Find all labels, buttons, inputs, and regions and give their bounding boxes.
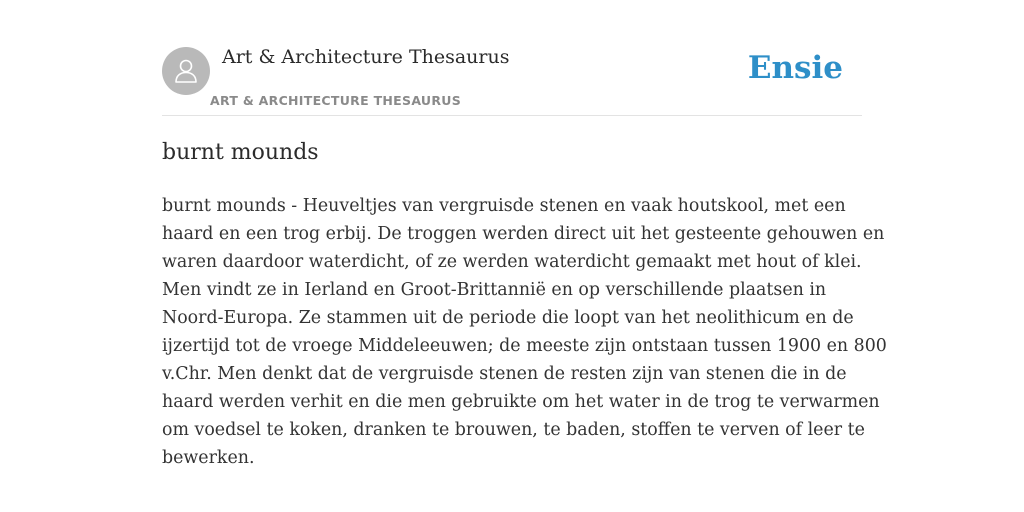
source-label[interactable]: ART & ARCHITECTURE THESAURUS <box>210 93 462 108</box>
entry-title: burnt mounds <box>162 140 319 165</box>
definition-line: waren daardoor waterdicht, of ze werden waterdicht gemaakt met hout of klei. <box>162 252 862 272</box>
definition-line: om voedsel te koken, dranken te brouwen, te baden, stoffen te verven of leer te <box>162 420 865 440</box>
definition-line: burnt mounds - Heuveltjes van vergruisde stenen en vaak houtskool, met een <box>162 196 846 216</box>
brand-logo[interactable]: Ensie <box>747 50 843 86</box>
definition-line: haard en een trog erbij. De troggen werden direct uit het gesteente gehouwen en <box>162 224 885 244</box>
header-divider <box>162 115 862 116</box>
definition-line: ijzertijd tot de vroege Middeleeuwen; de meeste zijn ontstaan tussen 1900 en 800 <box>162 336 887 356</box>
author-avatar[interactable] <box>162 47 210 95</box>
definition-line: Noord-Europa. Ze stammen uit de periode die loopt van het neolithicum en de <box>162 308 854 328</box>
author-name[interactable]: Art & Architecture Thesaurus <box>222 46 510 68</box>
definition-line: haard werden verhit en die men gebruikte om het water in de trog te verwarmen <box>162 392 880 412</box>
entry-definition <box>162 192 887 472</box>
definition-line: bewerken. <box>162 448 255 468</box>
definition-line: Men vindt ze in Ierland en Groot-Brittannië en op verschillende plaatsen in <box>162 280 827 300</box>
definition-line: v.Chr. Men denkt dat de vergruisde stenen de resten zijn van stenen die in de <box>162 364 847 384</box>
user-icon <box>171 56 201 86</box>
